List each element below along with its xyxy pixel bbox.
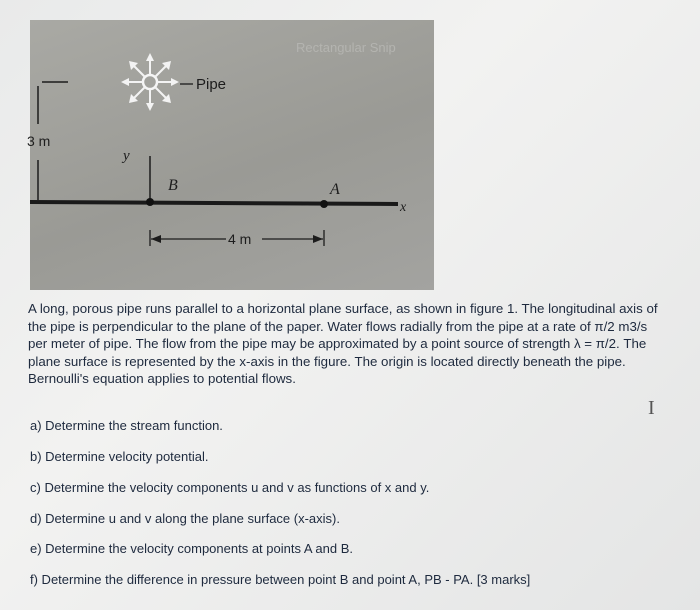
question-a: a) Determine the stream function. (30, 418, 223, 433)
plane-surface (30, 202, 398, 204)
problem-paragraph: A long, porous pipe runs parallel to a horizontal plane surface, as shown in figure 1. The longitudinal axis of the pipe is perpendicular to the plane of the paper. Water flows radially from the pipe at a rate of π/2 m3/s per meter of pipe. The flow from the pipe may be approximated by a point source of strength λ = π/2. The plane surface is represented by the x-axis in the figure. The origin is located directly beneath the pipe. Bernoulli's equation applies to potential flows. (28, 301, 658, 387)
dim-arrow-left (151, 235, 161, 243)
distance-label: 4 m (228, 231, 252, 247)
question-d: d) Determine u and v along the plane surface (x-axis). (30, 511, 340, 526)
pipe-label: Pipe (196, 76, 227, 93)
figure-drawing (30, 20, 434, 290)
pipe-source-icon (121, 53, 179, 111)
point-a-label: A (330, 181, 340, 198)
x-axis-label: x (400, 200, 407, 215)
point-b-marker (146, 198, 154, 206)
height-label: 3 m (27, 133, 51, 149)
point-a-marker (320, 200, 328, 208)
faint-snip-text: Rectangular Snip (296, 40, 396, 55)
question-f: f) Determine the difference in pressure between point B and point A, PB - PA. [3 marks] (30, 572, 531, 587)
question-c: c) Determine the velocity components u and v as functions of x and y. (30, 480, 430, 495)
problem-text (28, 300, 668, 388)
text-cursor-icon: I (648, 397, 655, 419)
dim-arrow-right (313, 235, 323, 243)
question-e: e) Determine the velocity components at points A and B. (30, 541, 354, 556)
problem-figure (27, 20, 434, 290)
point-b-label: B (168, 177, 178, 194)
y-axis-label: y (123, 148, 130, 164)
question-b: b) Determine velocity potential. (30, 449, 209, 464)
